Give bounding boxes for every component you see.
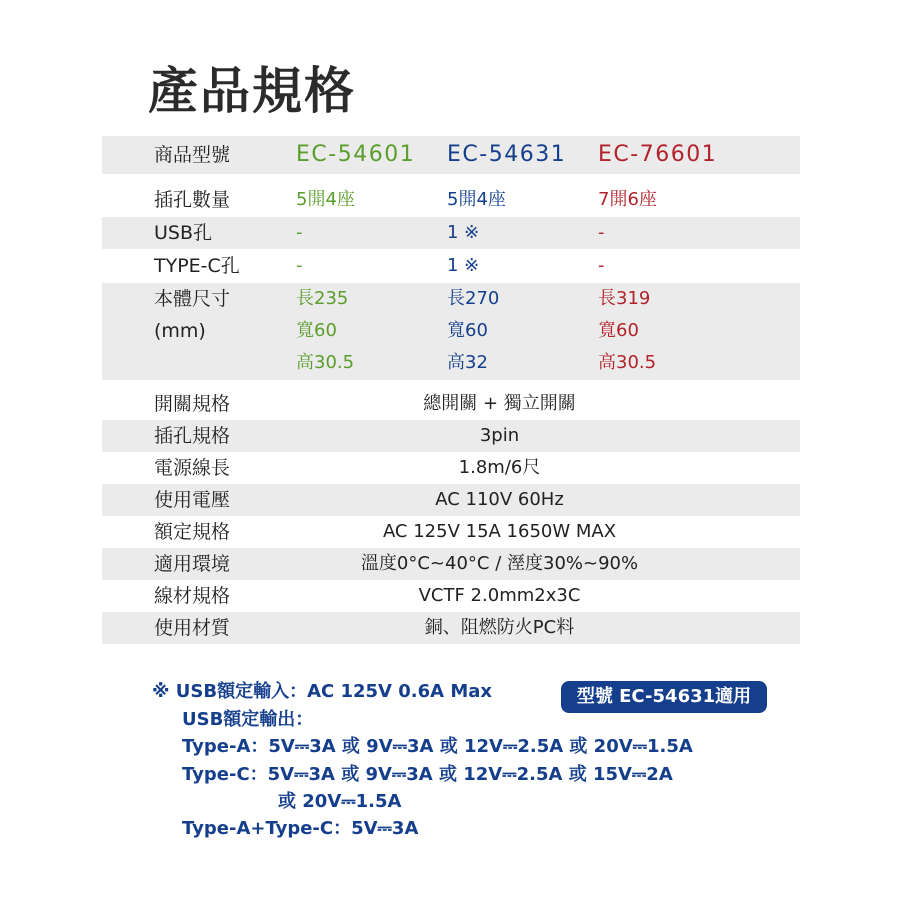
common-value: 總開關 + 獨立開關 bbox=[423, 393, 576, 414]
spec-value: 7開6座 bbox=[598, 189, 657, 210]
spec-value: 高30.5 bbox=[598, 352, 657, 373]
spec-value: 長319 bbox=[598, 288, 651, 309]
spec-label: TYPE-C孔 bbox=[154, 255, 240, 277]
common-value: AC 110V 60Hz bbox=[435, 489, 564, 510]
common-label: 適用環境 bbox=[154, 553, 231, 575]
spec-row-type-c bbox=[102, 250, 800, 282]
spec-value: - bbox=[598, 255, 605, 276]
spec-row-socket-count bbox=[102, 184, 800, 216]
usb-type-c-output-cont: 或 20V⎓1.5A bbox=[278, 791, 402, 812]
spec-row-dimensions bbox=[102, 283, 800, 380]
spec-label: 本體尺寸 bbox=[154, 288, 231, 310]
spec-value: 寬60 bbox=[447, 320, 488, 341]
common-row-wire bbox=[102, 580, 800, 612]
common-row-cord bbox=[102, 452, 800, 484]
spec-value: 寬60 bbox=[296, 320, 337, 341]
common-label: 開關規格 bbox=[154, 393, 231, 415]
spec-value: 高32 bbox=[447, 352, 488, 373]
common-value: VCTF 2.0mm2x3C bbox=[418, 585, 581, 606]
spec-value: 1 ※ bbox=[447, 255, 480, 276]
usb-output-heading: USB額定輸出： bbox=[182, 709, 314, 730]
spec-value: - bbox=[296, 255, 303, 276]
common-label: 電源線長 bbox=[154, 457, 231, 479]
common-row-material bbox=[102, 612, 800, 644]
common-row-switch bbox=[102, 388, 800, 420]
common-label: 使用電壓 bbox=[154, 489, 231, 511]
spec-value: - bbox=[598, 222, 605, 243]
spec-value: 5開4座 bbox=[447, 189, 506, 210]
spec-label: 插孔數量 bbox=[154, 189, 231, 211]
spec-value: 寬60 bbox=[598, 320, 639, 341]
spec-value: 1 ※ bbox=[447, 222, 480, 243]
spec-label: USB孔 bbox=[154, 222, 213, 244]
common-value: AC 125V 15A 1650W MAX bbox=[382, 521, 617, 542]
spec-value: - bbox=[296, 222, 303, 243]
spec-label: (mm) bbox=[154, 320, 206, 342]
page-title: 產品規格 bbox=[148, 62, 356, 120]
model-ec-54601: EC-54601 bbox=[296, 142, 416, 167]
common-row-voltage bbox=[102, 484, 800, 516]
usb-type-a-output: Type-A：5V⎓3A 或 9V⎓3A 或 12V⎓2.5A 或 20V⎓1.5A bbox=[182, 736, 693, 757]
common-label: 插孔規格 bbox=[154, 425, 231, 447]
common-row-environment bbox=[102, 548, 800, 580]
spec-value: 高30.5 bbox=[296, 352, 355, 373]
usb-type-c-output: Type-C：5V⎓3A 或 9V⎓3A 或 12V⎓2.5A 或 15V⎓2A bbox=[182, 764, 673, 785]
model-ec-54631: EC-54631 bbox=[447, 142, 567, 167]
model-applicable-badge: 型號 EC-54631適用 bbox=[561, 681, 767, 713]
model-label: 商品型號 bbox=[154, 144, 231, 166]
model-ec-76601: EC-76601 bbox=[598, 142, 718, 167]
common-value: 溫度0°C~40°C / 溼度30%~90% bbox=[360, 553, 639, 574]
common-value: 銅、阻燃防火PC料 bbox=[424, 617, 575, 638]
common-label: 使用材質 bbox=[154, 617, 231, 639]
spec-value: 長235 bbox=[296, 288, 349, 309]
spec-value: 5開4座 bbox=[296, 189, 355, 210]
usb-combined-output: Type-A+Type-C：5V⎓3A bbox=[182, 818, 419, 839]
usb-input-note: ※ USB額定輸入：AC 125V 0.6A Max bbox=[152, 681, 492, 702]
common-label: 線材規格 bbox=[154, 585, 231, 607]
model-header-row bbox=[102, 136, 800, 174]
common-value: 1.8m/6尺 bbox=[458, 457, 541, 478]
spec-row-usb bbox=[102, 217, 800, 249]
common-value: 3pin bbox=[479, 425, 520, 446]
spec-value: 長270 bbox=[447, 288, 500, 309]
common-label: 額定規格 bbox=[154, 521, 231, 543]
common-row-rating bbox=[102, 516, 800, 548]
common-row-plug bbox=[102, 420, 800, 452]
